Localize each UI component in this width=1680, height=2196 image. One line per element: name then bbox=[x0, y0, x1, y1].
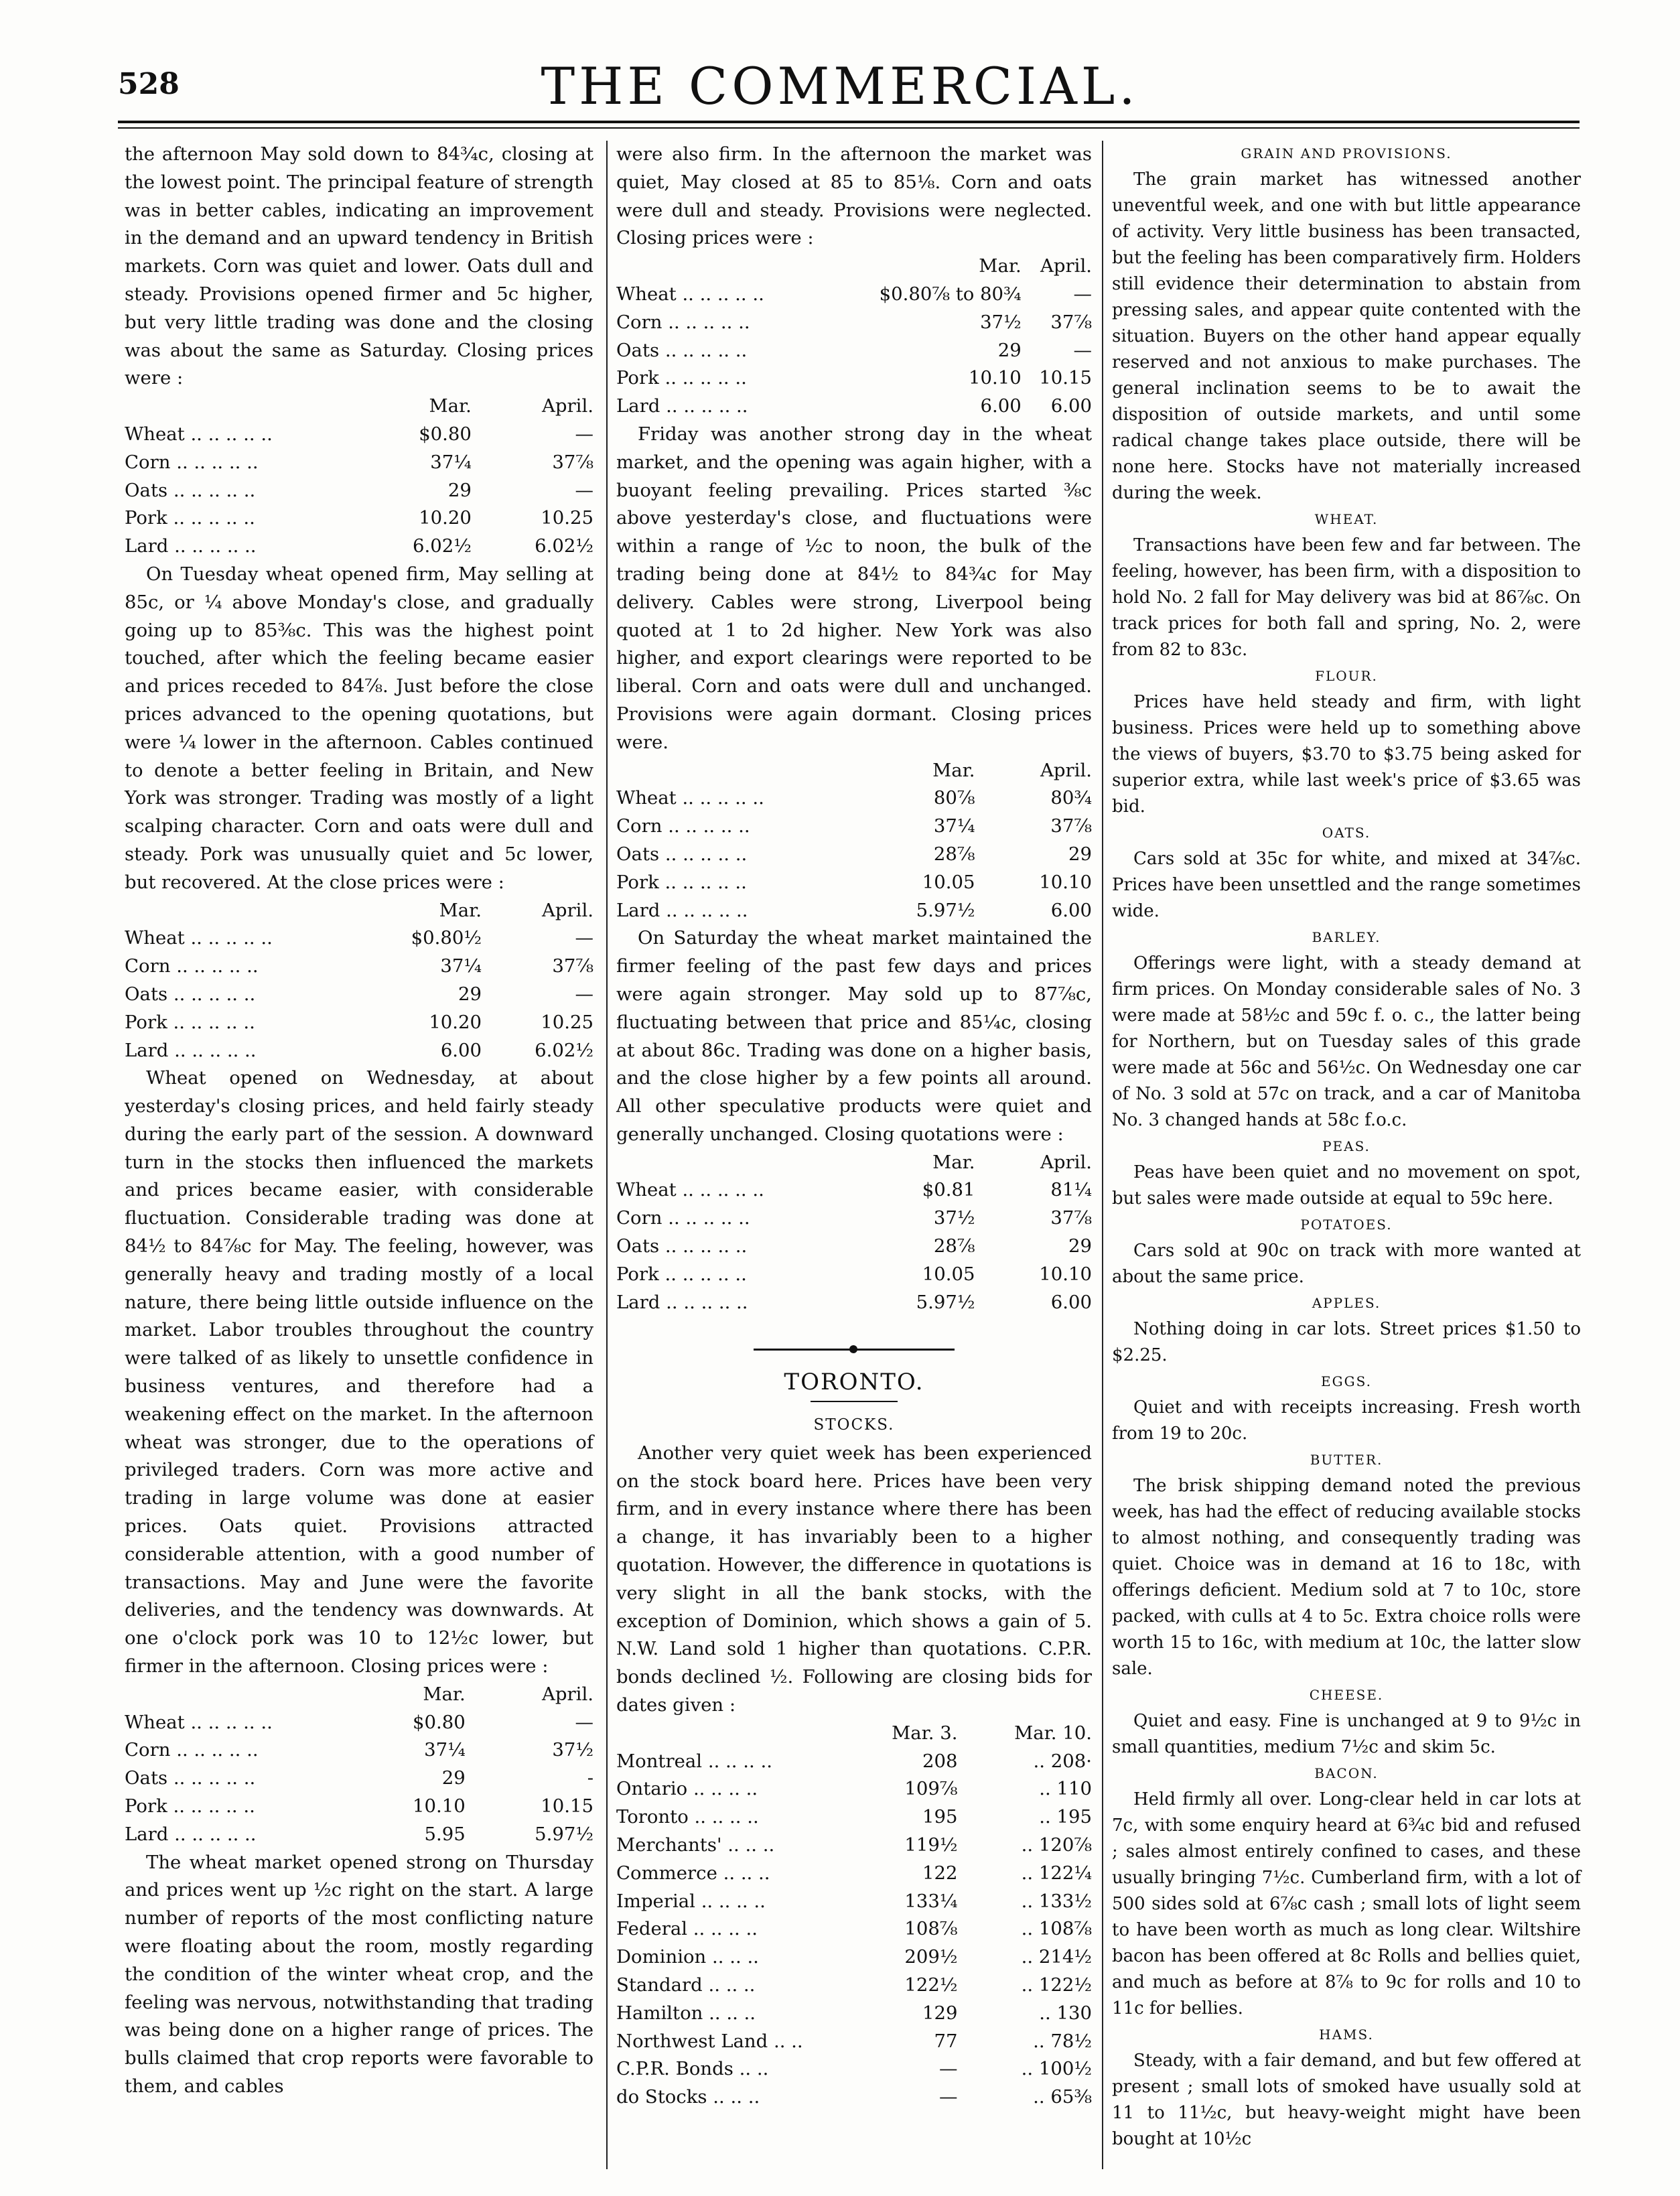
col-header: April. bbox=[542, 395, 593, 417]
masthead-rule bbox=[118, 121, 1580, 123]
paragraph: Friday was another strong day in the wheat market, and the opening was again higher, with a buoyant feeling prevailing. Prices started ⅜c above yesterday's close, and fluctuations were within a range of ½c to noon, the bulk of the trading being done at 84½ to 84¾c for May delivery. Cables were strong, Liverpool being quoted at 1 to 2d higher. New York was also higher, and export clearings were reported to be liberal. Corn and oats were dull and unchanged. Provisions were again dormant. Closing prices were. bbox=[616, 423, 1092, 753]
subsection-heading: FLOUR. bbox=[1315, 668, 1378, 684]
paragraph: Nothing doing in car lots. Street prices $1.50 to $2.25. bbox=[1112, 1319, 1581, 1365]
paragraph: Held firmly all over. Long-clear held in car lots at 7c, with some enquiry heard at 6¾c bid and refused ; sales almost entirely confined to cases, and these usually bringing 7½c. Cumberland firm, with a lot of 500 sides sold at 6⅞c cash ; small lots of light seem to have been worth as much as long clear. Wiltshire bacon has been offered at 8c Rolls and bellies quiet, and much as before at 8⅞ to 9c for rolls and 10 to 11c for bellies. bbox=[1112, 1789, 1581, 2018]
ornamental-divider bbox=[616, 1331, 1092, 1359]
page-number: 528 bbox=[118, 67, 180, 101]
subsection-heading: BARLEY. bbox=[1312, 929, 1381, 945]
table-row: Wheat .. .. .. .. .. $0.80 — bbox=[125, 423, 593, 445]
table-row: Dominion .. .. .. 209½ .. 214½ bbox=[616, 1946, 1092, 1968]
paragraph: Quiet and with receipts increasing. Fresh worth from 19 to 20c. bbox=[1112, 1397, 1581, 1444]
table-row: Corn .. .. .. .. .. 37½ 37⅞ bbox=[616, 311, 1092, 333]
table-row: Standard .. .. .. 122½ .. 122½ bbox=[616, 1974, 1092, 1996]
stocks-table bbox=[616, 1720, 1092, 2112]
table-row: Ontario .. .. .. .. 109⅞ .. 110 bbox=[616, 1778, 1092, 1800]
table-row: Pork .. .. .. .. .. 10.20 10.25 bbox=[125, 1011, 593, 1033]
price-table bbox=[616, 1149, 1092, 1317]
paragraph: Steady, with a fair demand, and but few offered at present ; small lots of smoked have usually sold at 11 to 11½c, but heavy-weight might have been bought at 10½c bbox=[1112, 2051, 1581, 2149]
col-header: April. bbox=[1040, 1151, 1092, 1173]
price-table bbox=[125, 393, 593, 561]
table-row: Montreal .. .. .. .. 208 .. 208· bbox=[616, 1750, 1092, 1772]
paragraph: the afternoon May sold down to 84¾c, closing at the lowest point. The principal feature of strength was in better cables, indicating an improvement in the demand and an upward tendency in British markets. Corn was quiet and lower. Oats dull and steady. Provisions opened firmer and 5c higher, but very little trading was done and the closing was about the same as Saturday. Closing prices were : bbox=[125, 143, 594, 389]
paragraph: The brisk shipping demand noted the previous week, has had the effect of reducing available stocks to almost nothing, and consequently trading was quiet. Choice was in demand at 16 to 18c, with offerings deficient. Medium sold at 7 to 10c, store packed, with culls at 4 to 5c. Extra choice rolls were worth 15 to 16c, with medium at 10c, the latter slow sale. bbox=[1112, 1476, 1581, 1679]
table-row: Corn .. .. .. .. .. 37¼ 37⅞ bbox=[616, 815, 1092, 837]
table-row: Pork .. .. .. .. .. 10.20 10.25 bbox=[125, 507, 593, 529]
table-row: Corn .. .. .. .. .. 37¼ 37⅞ bbox=[125, 955, 593, 977]
table-row: Pork .. .. .. .. .. 10.05 10.10 bbox=[616, 1263, 1092, 1285]
subsection-heading: APPLES. bbox=[1312, 1295, 1381, 1311]
table-row: C.P.R. Bonds .. .. — .. 100½ bbox=[616, 2058, 1092, 2080]
table-row: Merchants' .. .. .. 119½ .. 120⅞ bbox=[616, 1834, 1092, 1856]
col-header: Mar. bbox=[932, 759, 975, 781]
col-header: Mar. bbox=[979, 255, 1022, 277]
table-row: Corn .. .. .. .. .. 37¼ 37½ bbox=[125, 1739, 593, 1761]
paragraph: Another very quiet week has been experienced on the stock board here. Prices have been very firm, and in every instance where there has been a change, it has invariably been to a higher quotation. However, the difference in quotations is very slight in all the bank stocks, with the exception of Dominion, which shows a gain of 5. N.W. Land sold 1 higher than quotations. C.P.R. bonds declined ½. Following are closing bids for dates given : bbox=[616, 1442, 1092, 1716]
column-3 bbox=[1112, 141, 1581, 2152]
table-row: do Stocks .. .. .. — .. 65⅜ bbox=[616, 2086, 1092, 2108]
table-row: Lard .. .. .. .. .. 5.95 5.97½ bbox=[125, 1823, 593, 1845]
paragraph: Peas have been quiet and no movement on spot, but sales were made outside at equal to 59c here. bbox=[1112, 1162, 1581, 1209]
column-divider bbox=[1102, 141, 1103, 2169]
masthead-title: THE COMMERCIAL. bbox=[541, 56, 1139, 116]
paragraph: were also firm. In the afternoon the market was quiet, May closed at 85 to 85⅛. Corn and oats were dull and steady. Provisions were neglected. Closing prices were : bbox=[616, 143, 1092, 249]
subsection-heading: EGGS. bbox=[1321, 1373, 1372, 1389]
subsection-heading: CHEESE. bbox=[1309, 1687, 1384, 1703]
table-row: Federal .. .. .. .. 108⅞ .. 108⅞ bbox=[616, 1918, 1092, 1940]
table-row: Oats .. .. .. .. .. 29 — bbox=[125, 479, 593, 501]
paragraph: The grain market has witnessed another uneventful week, and one with but little appearance of activity. Very little business has been transacted, but the feeling has been comparatively firm. Holders still evidence their determination to abstain from pressing sales, and appear quite contented with the situation. Buyers on the other hand appear equally reserved and not anxious to make purchases. The general inclination seems to be to await the disposition of outside markets, and until some radical change takes place outside, there will be none here. Stocks have not materially increased during the week. bbox=[1112, 169, 1581, 503]
col-header: April. bbox=[542, 1683, 593, 1705]
subsection-heading: OATS. bbox=[1322, 825, 1371, 841]
table-row: Wheat .. .. .. .. .. 80⅞ 80¾ bbox=[616, 787, 1092, 809]
paragraph: Offerings were light, with a steady demand at firm prices. On Monday considerable sales of No. 3 were made at 58½c and 59c f. o. c., the latter being for Northern, but on Tuesday sales of this grade were made at 56c and 56½c. On Wednesday one car of No. 3 sold at 57c on track, and a car of Manitoba No. 3 changed hands at 58c f.o.c. bbox=[1112, 953, 1581, 1130]
price-table bbox=[125, 897, 593, 1065]
table-row: Pork .. .. .. .. .. 10.10 10.15 bbox=[616, 367, 1092, 389]
col-header: April. bbox=[542, 899, 593, 921]
col-header: Mar. bbox=[932, 1151, 975, 1173]
paragraph: On Tuesday wheat opened firm, May selling at 85c, or ¼ above Monday's close, and gradually going up to 85⅜c. This was the highest point touched, after which the feeling became easier and prices receded to 84⅞. Just before the close prices advanced to the opening quotations, but were ¼ lower in the afternoon. Cables continued to denote a better feeling in Britain, and New York was stronger. Trading was mostly of a light scalping character. Corn and oats were dull and steady. Pork was unusually quiet and 5c lower, but recovered. At the close prices were : bbox=[125, 563, 593, 893]
table-row: Corn .. .. .. .. .. 37¼ 37⅞ bbox=[125, 451, 593, 473]
paragraph: On Saturday the wheat market maintained the firmer feeling of the past few days and prices were again stronger. May sold up to 87⅞c, fluctuating between that price and 85¼c, closing at about 86c. Trading was done on a higher basis, and the close higher by a few points all around. All other speculative products were quiet and generally unchanged. Closing quotations were : bbox=[616, 927, 1092, 1145]
paragraph: The wheat market opened strong on Thursday and prices went up ½c right on the start. A large number of reports of the most conflicting nature were floating about the room, mostly regarding the condition of the winter wheat crop, and the feeling was nervous, notwithstanding that trading was being done on a higher range of prices. The bulls claimed that crop reports were favorable to them, and cables bbox=[125, 1851, 593, 2097]
table-row: Lard .. .. .. .. .. 6.02½ 6.02½ bbox=[125, 535, 593, 557]
table-row: Wheat .. .. .. .. .. $0.80⅞ to 80¾ — bbox=[616, 283, 1092, 305]
table-row: Oats .. .. .. .. .. 29 - bbox=[125, 1767, 593, 1789]
table-row: Oats .. .. .. .. .. 29 — bbox=[616, 339, 1092, 361]
col-header: Mar. bbox=[439, 899, 482, 921]
col-header: Mar. bbox=[423, 1683, 466, 1705]
table-row: Wheat .. .. .. .. .. $0.80½ — bbox=[125, 927, 593, 949]
table-row: Imperial .. .. .. .. 133¼ .. 133½ bbox=[616, 1890, 1092, 1912]
table-row: Commerce .. .. .. 122 .. 122¼ bbox=[616, 1862, 1092, 1884]
subsection-heading: HAMS. bbox=[1319, 2027, 1374, 2043]
paragraph: Transactions have been few and far between. The feeling, however, has been firm, with a disposition to hold No. 2 fall for May delivery was bid at 86⅞c. On track prices for both fall and spring, No. 2, were from 82 to 83c. bbox=[1112, 535, 1581, 660]
paragraph: Quiet and easy. Fine is unchanged at 9 to 9½c in small quantities, medium 7½c and skim 5c. bbox=[1112, 1711, 1581, 1757]
table-row: Oats .. .. .. .. .. 28⅞ 29 bbox=[616, 1235, 1092, 1257]
section-heading: TORONTO. bbox=[784, 1369, 924, 1396]
table-row: Wheat .. .. .. .. .. $0.81 81¼ bbox=[616, 1179, 1092, 1201]
subsection-heading: BACON. bbox=[1314, 1765, 1379, 1781]
table-row: Lard .. .. .. .. .. 6.00 6.00 bbox=[616, 395, 1092, 417]
table-row: Lard .. .. .. .. .. 5.97½ 6.00 bbox=[616, 1291, 1092, 1313]
table-row: Pork .. .. .. .. .. 10.10 10.15 bbox=[125, 1795, 593, 1817]
table-row: Lard .. .. .. .. .. 5.97½ 6.00 bbox=[616, 899, 1092, 921]
paragraph: Cars sold at 35c for white, and mixed at 34⅞c. Prices have been unsettled and the range sometimes wide. bbox=[1112, 849, 1581, 921]
table-row: Pork .. .. .. .. .. 10.05 10.10 bbox=[616, 871, 1092, 893]
table-row: Wheat .. .. .. .. .. $0.80 — bbox=[125, 1711, 593, 1733]
section-heading: GRAIN AND PROVISIONS. bbox=[1241, 145, 1452, 161]
subsection-heading: WHEAT. bbox=[1314, 511, 1379, 527]
paragraph: Prices have held steady and firm, with light business. Prices were held up to something above the views of buyers, $3.70 to $3.75 being asked for superior extra, while last week's price of $3.65 was bid. bbox=[1112, 692, 1581, 817]
subsection-heading: PEAS. bbox=[1322, 1138, 1371, 1154]
paragraph: Cars sold at 90c on track with more wanted at about the same price. bbox=[1112, 1241, 1581, 1287]
subsection-heading: BUTTER. bbox=[1310, 1452, 1383, 1468]
price-table bbox=[616, 253, 1092, 421]
col-header: Mar. bbox=[429, 395, 472, 417]
table-row: Toronto .. .. .. .. 195 .. 195 bbox=[616, 1806, 1092, 1828]
table-row: Oats .. .. .. .. .. 28⅞ 29 bbox=[616, 843, 1092, 865]
subsection-heading: STOCKS. bbox=[813, 1416, 895, 1434]
col-header: April. bbox=[1040, 255, 1092, 277]
price-table bbox=[616, 757, 1092, 925]
column-2 bbox=[616, 141, 1092, 2112]
column-divider bbox=[606, 141, 608, 2169]
col-header: Mar. 3. bbox=[892, 1722, 958, 1744]
table-row: Northwest Land .. .. 77 .. 78½ bbox=[616, 2030, 1092, 2052]
table-row: Lard .. .. .. .. .. 6.00 6.02½ bbox=[125, 1039, 593, 1061]
paragraph: Wheat opened on Wednesday, at about yesterday's closing prices, and held fairly steady during the early part of the session. A downward turn in the stocks then influenced the markets and prices became easier, with considerable fluctuation. Considerable trading was done at 84½ to 84⅞c for May. The feeling, however, was generally heavy and trading mostly of a local nature, there being little outside influence on the market. Labor troubles throughout the country were talked of as likely to unsettle confidence in business ventures, and therefore had a weakening effect on the market. In the afternoon wheat was stronger, due to the operations of privileged traders. Corn was more active and trading in large volume was done at easier prices. Oats quiet. Provisions attracted considerable attention, with a good number of transactions. May and June were the favorite deliveries, and the tendency was downwards. At one o'clock pork was 10 to 12½c lower, but firmer in the afternoon. Closing prices were : bbox=[125, 1067, 593, 1677]
subsection-heading: POTATOES. bbox=[1300, 1217, 1393, 1233]
heading-rule bbox=[811, 1401, 898, 1402]
table-row: Hamilton .. .. .. 129 .. 130 bbox=[616, 2002, 1092, 2024]
masthead-rule-thin bbox=[118, 127, 1580, 129]
col-header: April. bbox=[1040, 759, 1092, 781]
price-table bbox=[125, 1681, 593, 1849]
table-row: Corn .. .. .. .. .. 37½ 37⅞ bbox=[616, 1207, 1092, 1229]
col-header: Mar. 10. bbox=[1014, 1722, 1092, 1744]
table-row: Oats .. .. .. .. .. 29 — bbox=[125, 983, 593, 1005]
column-1 bbox=[125, 141, 593, 2101]
